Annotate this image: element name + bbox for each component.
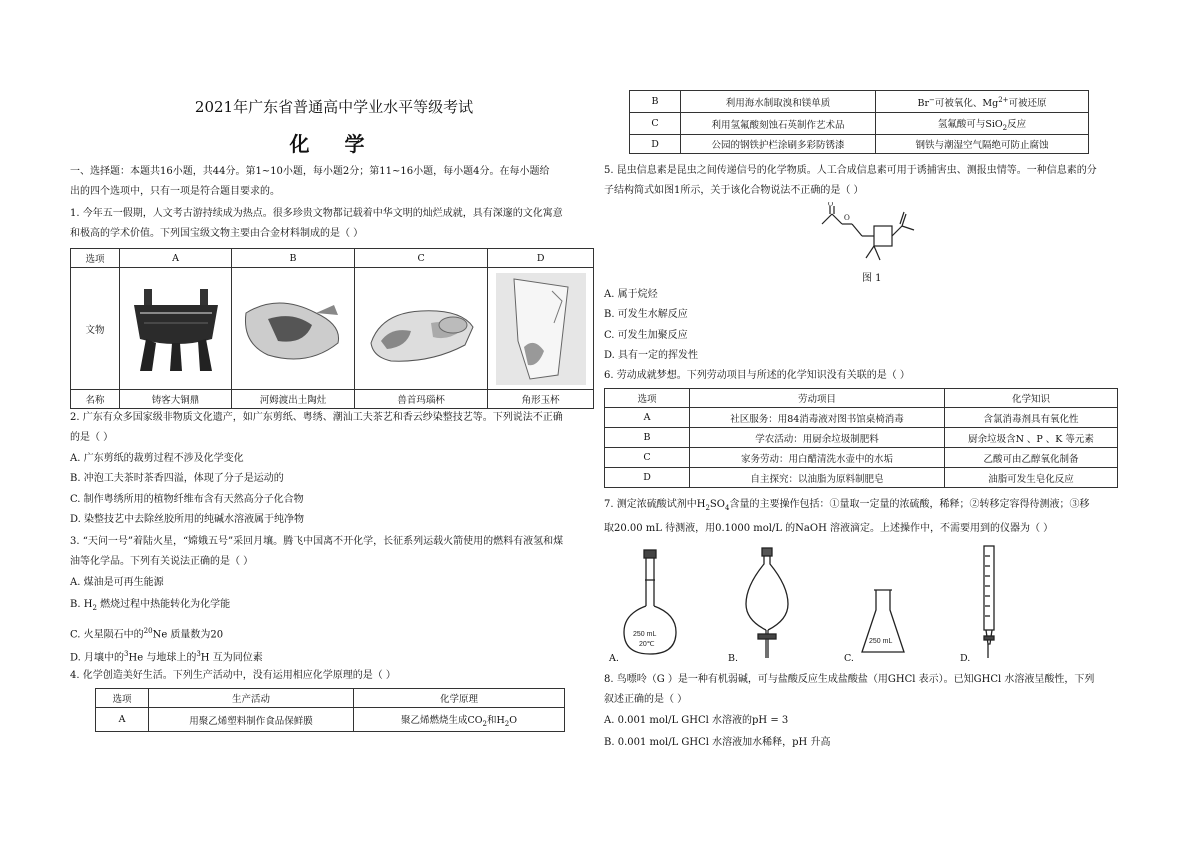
q1-header-artifact: 文物: [71, 268, 120, 390]
q6-row-a-option: A: [605, 408, 690, 428]
exam-title: 2021年广东省普通高中学业水平等级考试: [194, 98, 474, 116]
q4-row-b-principle: Br−可被氧化、$Mg^{2+}$可被还原: [876, 91, 1089, 113]
q4-row-a-activity: 用聚乙烯塑料制作食品保鲜膜: [149, 708, 354, 732]
q8-option-a: A. 0.001 mol/L GHCl 水溶液的pH = 3: [604, 715, 789, 726]
burette-image: [978, 544, 1002, 660]
svg-text:20℃: 20℃: [639, 641, 655, 648]
svg-text:250 mL: 250 mL: [633, 631, 657, 638]
q6-header-labor: 劳动项目: [690, 389, 945, 408]
q2-stem-line2: 的是（ ）: [70, 432, 114, 443]
q1-option-c: C: [354, 249, 487, 268]
q6-row-b-labor: 学农活动：用厨余垃圾制肥料: [690, 428, 945, 448]
section-instructions-line2: 出的四个选项中，只有一项是符合题目要求的。: [70, 186, 280, 197]
q4-row-a-option: A: [96, 708, 149, 732]
q2-option-b: B. 冲泡工夫茶时茶香四溢，体现了分子是运动的: [70, 473, 284, 484]
q4-stem: 4. 化学创造美好生活。下列生产活动中，没有运用相应化学原理的是（ ）: [70, 670, 396, 681]
q4-row-d-option: D: [630, 135, 681, 154]
q1-image-cell-d: [488, 268, 594, 390]
q4-row-c-principle: 氢氟酸可与SiO$_2$反应: [876, 113, 1089, 135]
q4-header-principle: 化学原理: [354, 689, 565, 708]
q2-stem-line1: 2. 广东有众多国家级非物质文化遗产，如广东剪纸、粤绣、潮汕工夫茶艺和香云纱染整技艺等。下列说法不正确: [70, 412, 563, 423]
q1-option-d: D: [488, 249, 594, 268]
q7-stem-line1: 7. 测定浓硫酸试剂中$H_2SO_4$含量的主要操作包括：①量取一定量的浓硫酸，稀释；②转移定容得待测液；③移: [604, 499, 1090, 512]
volumetric-flask-image: [616, 548, 686, 658]
q4-row-d-activity: 公园的钢铁护栏涂刷多彩防锈漆: [681, 135, 876, 154]
q6-header-knowledge: 化学知识: [945, 389, 1118, 408]
q4-table: [95, 688, 565, 732]
q6-row-a-labor: 社区服务：用84消毒液对图书馆桌椅消毒: [690, 408, 945, 428]
q3-option-b: B. $H_2$ 燃烧过程中热能转化为化学能: [70, 599, 231, 612]
figure-1-caption: 图 1: [862, 273, 882, 284]
q3-option-a: A. 煤油是可再生能源: [70, 577, 164, 588]
q4-header-activity: 生产活动: [149, 689, 354, 708]
q1-name-c: 兽首玛瑙杯: [354, 390, 487, 409]
agate-cup-image: [361, 283, 481, 375]
q1-image-cell-b: [232, 268, 355, 390]
q1-option-b: B: [232, 249, 355, 268]
q6-stem: 6. 劳动成就梦想。下列劳动项目与所述的化学知识没有关联的是（ ）: [604, 370, 910, 381]
q6-row-c-labor: 家务劳动：用白醋清洗水壶中的水垢: [690, 448, 945, 468]
q6-table: [604, 388, 1118, 488]
bronze-tripod-image: [126, 283, 226, 375]
q5-option-d: D. 具有一定的挥发性: [604, 350, 699, 361]
q5-stem-line2: 子结构简式如图1所示，关于该化合物说法不正确的是（ ）: [604, 185, 864, 196]
q3-stem-line2: 油等化学品。下列有关说法正确的是（ ）: [70, 556, 254, 567]
q2-option-c: C. 制作粤绣所用的植物纤维布含有天然高分子化合物: [70, 494, 304, 505]
q8-stem-line2: 叙述正确的是（ ）: [604, 694, 688, 705]
subject-title: 化 学: [289, 132, 379, 156]
q1-name-d: 角形玉杯: [488, 390, 594, 409]
q1-stem-line1: 1. 今年五一假期，人文考古游持续成为热点。很多珍贵文物都记载着中华文明的灿烂成就，具有深邃的文化寓意: [70, 208, 563, 219]
q4-row-b-option: B: [630, 91, 681, 113]
q7-label-b: B.: [728, 653, 739, 664]
q5-option-c: C. 可发生加聚反应: [604, 330, 688, 341]
q1-image-cell-a: [120, 268, 232, 390]
q5-option-b: B. 可发生水解反应: [604, 309, 688, 320]
q4-row-b-activity: 利用海水制取溴和镁单质: [681, 91, 876, 113]
erlenmeyer-flask-image: [860, 586, 906, 658]
q6-row-d-labor: 自主探究：以油脂为原料制肥皂: [690, 468, 945, 488]
q6-row-c-knowledge: 乙酸可由乙醇氧化制备: [945, 448, 1118, 468]
q4-row-d-principle: 钢铁与潮湿空气隔绝可防止腐蚀: [876, 135, 1089, 154]
q5-stem-line1: 5. 昆虫信息素是昆虫之间传递信号的化学物质。人工合成信息素可用于诱捕害虫、测报虫情等。一种信息素的分: [604, 165, 1097, 176]
q7-label-a: A.: [609, 653, 619, 664]
q6-row-b-knowledge: 厨余垃圾含N 、P 、K 等元素: [945, 428, 1118, 448]
q1-name-b: 河姆渡出土陶灶: [232, 390, 355, 409]
q6-row-c-option: C: [605, 448, 690, 468]
q4-header-option: 选项: [96, 689, 149, 708]
q6-row-a-knowledge: 含氯消毒剂具有氧化性: [945, 408, 1118, 428]
q6-row-d-option: D: [605, 468, 690, 488]
q4-row-c-activity: 利用氢氟酸刻蚀石英制作艺术品: [681, 113, 876, 135]
q6-row-b-option: B: [605, 428, 690, 448]
pottery-stove-image: [238, 283, 348, 375]
q6-header-option: 选项: [605, 389, 690, 408]
jade-horn-cup-image: [494, 271, 588, 387]
q1-header-name: 名称: [71, 390, 120, 409]
q5-option-a: A. 属于烷烃: [604, 289, 658, 300]
q7-label-c: C.: [844, 653, 854, 664]
q1-header-option: 选项: [71, 249, 120, 268]
section-instructions-line1: 一、选择题：本题共16小题，共44分。第1~10小题，每小题2分；第11~16小题，每小题4分。在每小题给: [70, 166, 550, 177]
q1-image-cell-c: [354, 268, 487, 390]
q7-stem-line2: 取20.00 mL 待测液，用0.1000 mol/L 的NaOH 溶液滴定。上述操作中，不需要用到的仪器为（ ）: [604, 523, 1054, 534]
q4-row-a-principle: 聚乙烯燃烧生成$CO_2$和$H_2O$: [354, 708, 565, 732]
q2-option-a: A. 广东剪纸的裁剪过程不涉及化学变化: [70, 453, 244, 464]
pheromone-structure-figure: [814, 202, 924, 282]
svg-text:250 mL: 250 mL: [869, 638, 893, 645]
q3-option-d: D. 月壤中的$^3$He 与地球上的$^3$H 互为同位素: [70, 650, 263, 664]
q4-row-c-option: C: [630, 113, 681, 135]
q6-row-d-knowledge: 油脂可发生皂化反应: [945, 468, 1118, 488]
svg-text:O: O: [828, 202, 834, 208]
q1-stem-line2: 和极高的学术价值。下列国宝级文物主要由合金材料制成的是（ ）: [70, 228, 364, 239]
q1-name-a: 铸客大铜鼎: [120, 390, 232, 409]
svg-text:O: O: [844, 213, 850, 222]
q8-stem-line1: 8. 鸟嘌呤（G ）是一种有机弱碱，可与盐酸反应生成盐酸盐（用GHCl 表示）。已知GHCl 水溶液呈酸性，下列: [604, 674, 1095, 685]
q7-label-d: D.: [960, 653, 971, 664]
q8-option-b: B. 0.001 mol/L GHCl 水溶液加水稀释，pH 升高: [604, 737, 831, 748]
q2-option-d: D. 染整技艺中去除丝胶所用的纯碱水溶液属于纯净物: [70, 514, 305, 525]
q1-option-a: A: [120, 249, 232, 268]
q3-option-c: C. 火星陨石中的$^{20}$Ne 质量数为20: [70, 627, 224, 641]
q1-artifact-table: [70, 248, 594, 409]
q4-table-continued: [629, 90, 1089, 154]
separatory-funnel-image: [742, 546, 792, 660]
q3-stem-line1: 3. “天问一号”着陆火星，“嫦娥五号”采回月壤。腾飞中国离不开化学，长征系列运载火箭使用的燃料有液氢和煤: [70, 536, 564, 547]
